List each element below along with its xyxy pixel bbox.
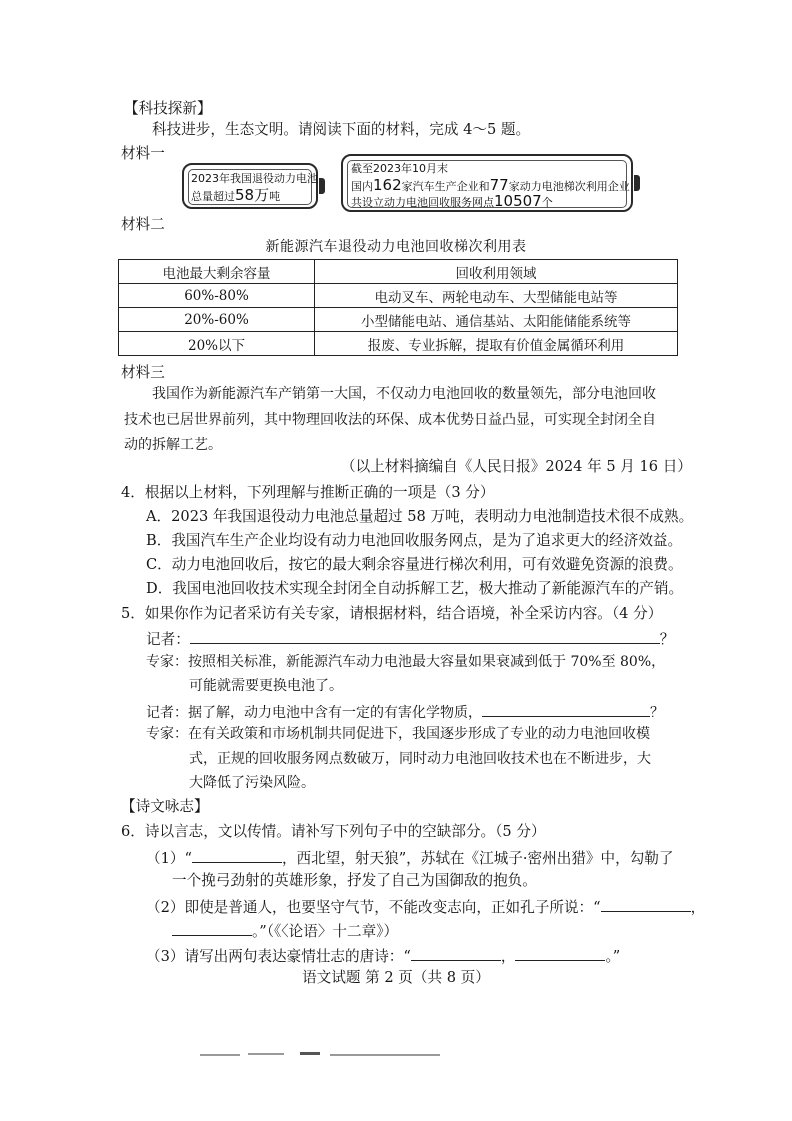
material3-line1: 我国作为新能源汽车产销第一大国，不仅动力电池回收的数量领先，部分电池回收 <box>152 386 656 402</box>
battery-box-outlet-count: 共设立动力电池回收服务网点10507个 <box>351 192 553 210</box>
answer-blank[interactable] <box>411 945 501 961</box>
q5-expert1-line1: 专家：按照相关标准，新能源汽车动力电池最大容量如果衰减到低于 70%至 80%， <box>146 654 666 670</box>
cell-usage: 电动叉车、两轮电动车、大型储能电站等 <box>315 284 678 308</box>
scan-mark <box>300 1052 320 1055</box>
scan-mark <box>330 1054 440 1056</box>
battery-box-outlets <box>341 154 633 212</box>
header-usage: 回收利用领域 <box>315 260 678 284</box>
table-title: 新能源汽车退役动力电池回收梯次利用表 <box>265 239 527 255</box>
q5-expert2-line2: 式，正规的回收服务网点数破万，同时动力电池回收技术也在不断进步，大 <box>189 751 651 767</box>
q6-part3: （3）请写出两句表达豪情壮志的唐诗：“ ， 。” <box>146 945 620 967</box>
q5-expert1-line2: 可能就需要更换电池了。 <box>189 678 343 694</box>
scan-mark <box>248 1053 284 1055</box>
cell-usage: 报废、专业拆解，提取有价值金属循环利用 <box>315 332 678 356</box>
battery-box-enterprises: 国内162家汽车生产企业和77家动力电池梯次利用企业 <box>351 176 630 194</box>
table-row <box>119 284 678 308</box>
section-intro: 科技进步，生态文明。请阅读下面的材料，完成 4～5 题。 <box>152 121 531 138</box>
battery-box-date: 截至2023年10月末 <box>351 162 448 175</box>
battery-terminal <box>634 175 640 191</box>
answer-blank[interactable] <box>515 945 605 961</box>
reporter-label: 记者： <box>146 631 190 648</box>
q4-option-b: B．我国汽车生产企业均设有动力电池回收服务网点，是为了追求更大的经济效益。 <box>146 532 683 549</box>
scan-mark <box>200 1054 240 1056</box>
material3-line3: 动的拆解工艺。 <box>124 437 222 453</box>
battery-box-line2: 总量超过58万吨 <box>191 186 281 204</box>
header-capacity: 电池最大剩余容量 <box>119 260 315 284</box>
answer-blank[interactable] <box>601 896 691 912</box>
q6-part2-line2: 。”（《〈论语〉十二章》） <box>172 920 398 942</box>
q6-part2-line1: （2）即使是普通人，也要坚守气节，不能改变志向，正如孔子所说：“ ， <box>146 896 705 918</box>
answer-blank[interactable] <box>172 920 252 936</box>
cell-capacity: 20%-60% <box>119 308 315 332</box>
material1-label: 材料一 <box>121 145 165 162</box>
table-header-row <box>119 260 678 284</box>
cell-usage: 小型储能电站、通信基站、太阳能储能系统等 <box>315 308 678 332</box>
q5-reporter1: 记者： ？ <box>146 628 674 650</box>
page-footer: 语文试题 第 2 页（共 8 页） <box>302 969 490 986</box>
battery-terminal <box>319 178 325 194</box>
material3-label: 材料三 <box>121 364 165 381</box>
material2-label: 材料二 <box>121 216 165 233</box>
q4-option-c: C．动力电池回收后，按它的最大剩余容量进行梯次利用，可有效避免资源的浪费。 <box>146 556 683 573</box>
battery-box-line1: 2023年我国退役动力电池 <box>191 172 318 185</box>
q5-expert2-line1: 专家：在有关政策和市场机制共同促进下，我国逐步形成了专业的动力电池回收模 <box>146 726 650 742</box>
q4-option-d: D．我国电池回收技术实现全封闭全自动拆解工艺，极大推动了新能源汽车的产销。 <box>146 580 684 597</box>
q4-option-a: A．2023 年我国退役动力电池总量超过 58 万吨，表明动力电池制造技术很不成熟。 <box>146 508 694 525</box>
q5-reporter2: 记者：据了解，动力电池中含有一定的有害化学物质， ？ <box>146 701 664 723</box>
q5-expert2-line3: 大降低了污染风险。 <box>189 775 315 791</box>
q6-stem: 6．诗以言志，文以传情。请补写下列句子中的空缺部分。（5 分） <box>121 823 546 840</box>
recycling-table <box>118 259 678 356</box>
section-header-tech: 【科技探新】 <box>124 100 212 117</box>
answer-blank[interactable] <box>482 701 650 717</box>
cell-capacity: 60%-80% <box>119 284 315 308</box>
q4-stem: 4．根据以上材料，下列理解与推断正确的一项是（3 分） <box>121 484 495 501</box>
cell-capacity: 20%以下 <box>119 332 315 356</box>
section-header-poetry: 【诗文咏志】 <box>121 798 209 815</box>
material3-line2: 技术也已居世界前列，其中物理回收法的环保、成本优势日益凸显，可实现全封闭全自 <box>124 412 656 428</box>
answer-blank[interactable] <box>192 847 282 863</box>
q5-stem: 5．如果你作为记者采访有关专家，请根据材料，结合语境，补全采访内容。（4 分） <box>121 605 663 622</box>
battery-box-total <box>182 163 318 209</box>
table-row <box>119 308 678 332</box>
q6-part1-line2: 一个挽弓劲射的英雄形象，抒发了自己为国御敌的抱负。 <box>172 872 537 889</box>
q6-part1-line1: （1）“ ，西北望，射天狼”，苏轼在《江城子·密州出猎》中，勾勒了 <box>146 847 673 869</box>
material-source: （以上材料摘编自《人民日报》2024 年 5 月 16 日） <box>341 458 692 475</box>
answer-blank[interactable] <box>190 628 660 644</box>
table-row <box>119 332 678 356</box>
